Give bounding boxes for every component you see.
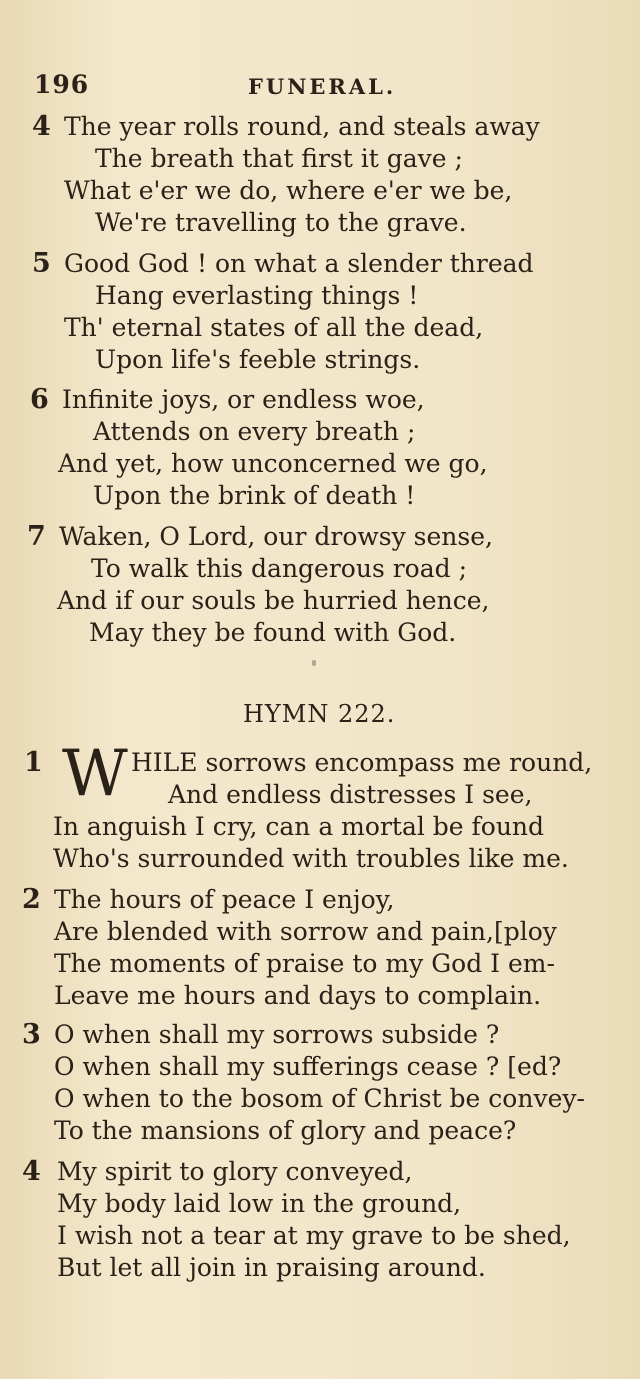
verse-line: And yet, how unconcerned we go,: [58, 449, 488, 478]
verse-line: To the mansions of glory and peace?: [54, 1116, 517, 1145]
verse-line: Are blended with sorrow and pain,[ploy: [54, 917, 557, 946]
verse-line: HILE sorrows encompass me round,: [131, 748, 593, 777]
verse-line: The hours of peace I enjoy,: [54, 885, 395, 914]
stanza-number: 4: [32, 111, 51, 142]
verse-line: Th' eternal states of all the dead,: [64, 313, 484, 342]
verse-line: Upon the brink of death !: [93, 481, 416, 510]
verse-line: Who's surrounded with troubles like me.: [53, 844, 569, 873]
verse-line: Waken, O Lord, our drowsy sense,: [59, 522, 493, 551]
ink-speck: [312, 660, 316, 666]
stanza-number: 7: [27, 521, 46, 552]
verse-line: I wish not a tear at my grave to be shed,: [57, 1221, 571, 1250]
verse-line: The year rolls round, and steals away: [64, 112, 540, 141]
verse-line: Upon life's feeble strings.: [95, 345, 421, 374]
verse-line: O when shall my sorrows subside ?: [54, 1020, 500, 1049]
verse-line: And if our souls be hurried hence,: [57, 586, 490, 615]
verse-line: We're travelling to the grave.: [95, 208, 467, 237]
stanza-number: 2: [22, 884, 41, 915]
stanza-number: 4: [22, 1156, 41, 1187]
verse-line: In anguish I cry, can a mortal be found: [53, 812, 545, 841]
verse-line: Hang everlasting things !: [95, 281, 419, 310]
verse-line: Infinite joys, or endless woe,: [62, 385, 425, 414]
verse-line: My body laid low in the ground,: [57, 1189, 462, 1218]
verse-line: Leave me hours and days to complain.: [54, 981, 542, 1010]
verse-line: My spirit to glory conveyed,: [57, 1157, 413, 1186]
verse-line: May they be found with God.: [89, 618, 457, 647]
page-number: 196: [34, 70, 90, 99]
verse-line: But let all join in praising around.: [57, 1253, 486, 1282]
verse-line: Attends on every breath ;: [93, 417, 416, 446]
stanza-number: 1: [24, 747, 43, 778]
stanza-number: 6: [30, 384, 49, 415]
verse-line: To walk this dangerous road ;: [91, 554, 468, 583]
verse-line: Good God ! on what a slender thread: [64, 249, 534, 278]
verse-line: The breath that first it gave ;: [95, 144, 463, 173]
running-head: FUNERAL.: [248, 74, 397, 99]
verse-line: The moments of praise to my God I em-: [54, 949, 555, 978]
verse-line: What e'er we do, where e'er we be,: [64, 176, 513, 205]
stanza-number: 5: [32, 248, 51, 279]
page-header: [0, 70, 640, 110]
stanza-number: 3: [22, 1019, 41, 1050]
hymn-title: HYMN 222.: [243, 700, 396, 728]
verse-line: And endless distresses I see,: [168, 780, 533, 809]
verse-line: O when to the bosom of Christ be convey-: [54, 1084, 585, 1113]
verse-line: O when shall my sufferings cease ? [ed?: [54, 1052, 562, 1081]
drop-cap: W: [62, 737, 128, 811]
